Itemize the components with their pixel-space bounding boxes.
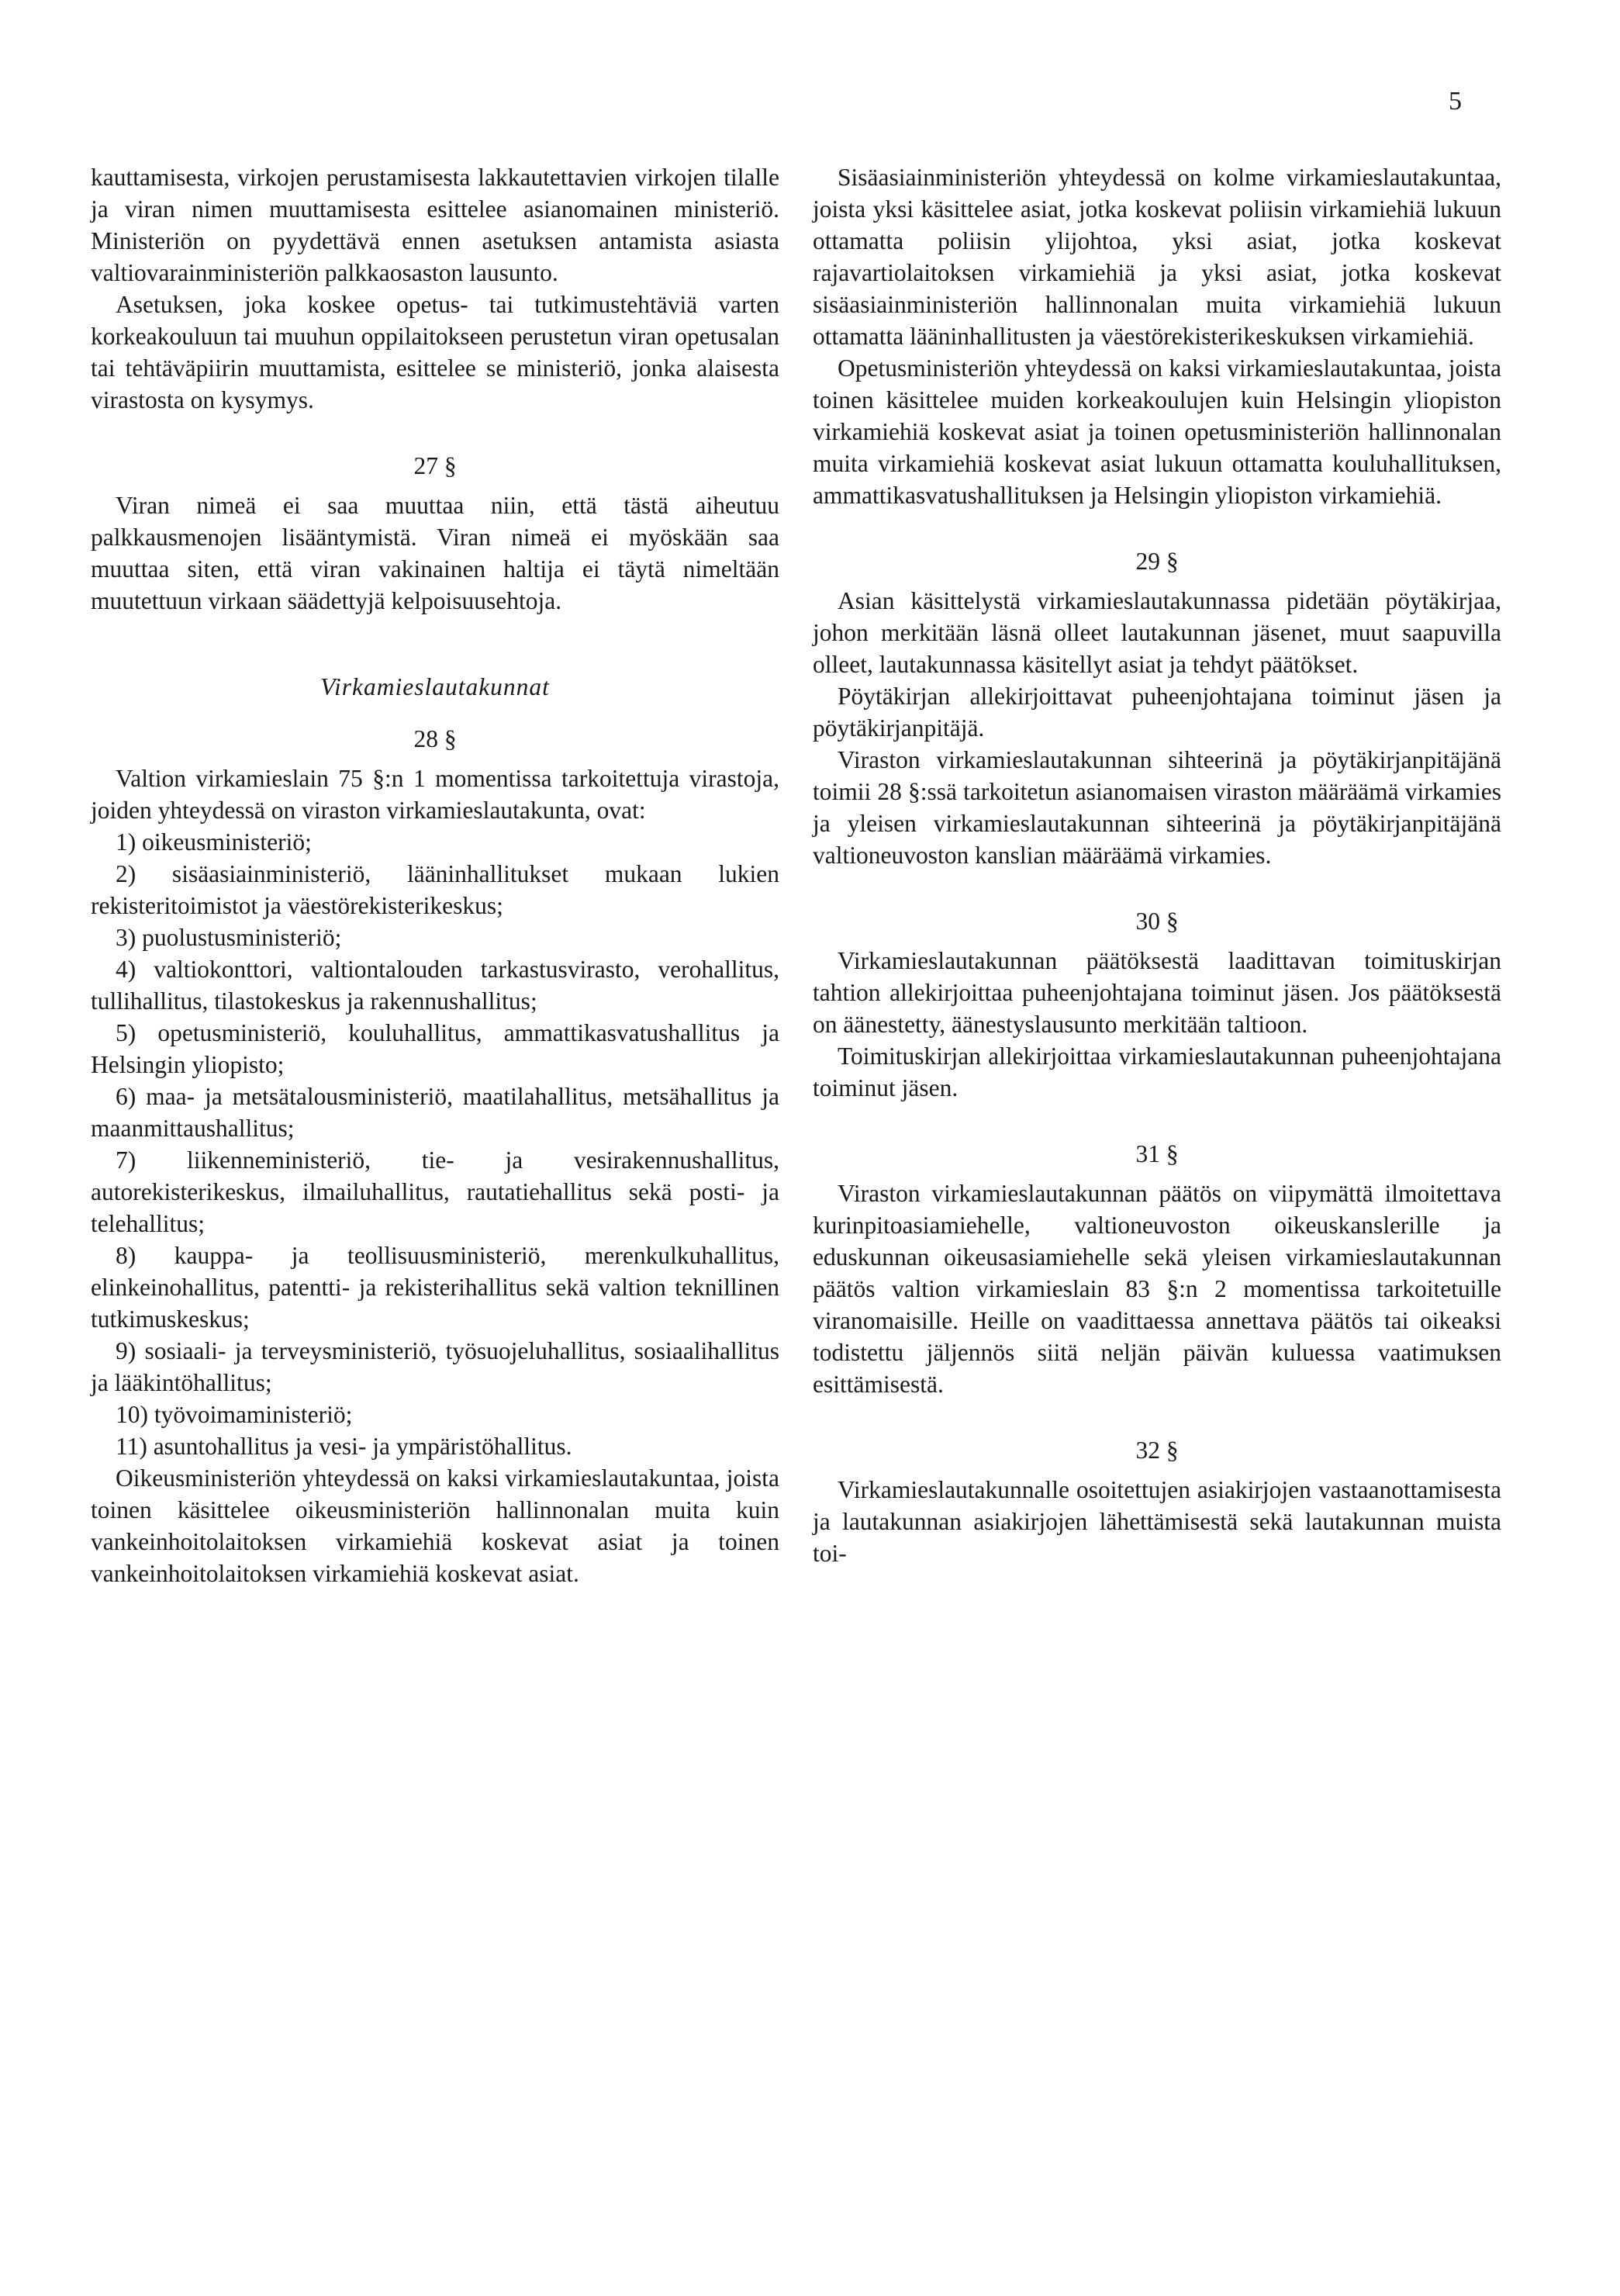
list-item: 2) sisäasiainministeriö, lääninhallitukset mukaan lukien rekisteritoimistot ja väestörekisterikeskus; bbox=[91, 860, 779, 919]
section-heading-30: 30 § bbox=[1135, 908, 1179, 935]
paragraph: Pöytäkirjan allekirjoittavat puheenjohtajana toiminut jäsen ja pöytäkirjanpitäjä. bbox=[813, 683, 1501, 742]
list-item: 11) asuntohallitus ja vesi- ja ympäristöhallitus. bbox=[116, 1433, 572, 1460]
section-heading-28: 28 § bbox=[413, 725, 457, 752]
paragraph: Virkamieslautakunnalle osoitettujen asiakirjojen vastaanottamisesta ja lautakunnan asiakirjojen lähettämisestä sekä lautakunnan muista toi- bbox=[813, 1476, 1501, 1567]
page-number: 5 bbox=[1449, 87, 1462, 116]
left-column bbox=[91, 161, 779, 1589]
paragraph: Toimituskirjan allekirjoittaa virkamieslautakunnan puheenjohtajana toiminut jäsen. bbox=[813, 1043, 1501, 1101]
paragraph: Viraston virkamieslautakunnan päätös on viipymättä ilmoitettava kurinpitoasiamiehelle, valtioneuvoston oikeuskanslerille ja eduskunnan oikeusasiamiehelle sekä yleisen virkamieslautakunnan päätös valtion virkamieslain 83 §:n 2 momentissa tarkoitetuille viranomaisille. Heille on vaadittaessa annettava päätös tai oikeaksi todistettu jäljennös siitä neljän päivän kuluessa vaatimuksen esittämisestä. bbox=[813, 1180, 1501, 1398]
section-heading-32: 32 § bbox=[1135, 1437, 1179, 1464]
right-column bbox=[813, 161, 1501, 1569]
section-heading-31: 31 § bbox=[1135, 1140, 1179, 1167]
paragraph: Oikeusministeriön yhteydessä on kaksi virkamieslautakuntaa, joista toinen käsittelee oikeusministeriön hallinnonalan muita kuin vankeinhoitolaitoksen virkamiehiä koskevat asiat ja toinen vankeinhoitolaitoksen virkamiehiä koskevat asiat. bbox=[91, 1464, 779, 1587]
paragraph: Valtion virkamieslain 75 §:n 1 momentissa tarkoitettuja virastoja, joiden yhteydessä on viraston virkamieslautakunta, ovat: bbox=[91, 765, 779, 824]
paragraph: Sisäasiainministeriön yhteydessä on kolme virkamieslautakuntaa, joista yksi käsittelee asiat, jotka koskevat poliisin virkamiehiä lukuun ottamatta poliisin ylijohtoa, yksi asiat, jotka koskevat rajavartiolaitoksen virkamiehiä ja yksi asiat, jotka koskevat sisäasiainministeriön hallinnonalan muita virkamiehiä lukuun ottamatta lääninhallitusten ja väestörekisterikeskuksen virkamiehiä. bbox=[813, 164, 1501, 350]
section-heading-27: 27 § bbox=[413, 452, 457, 479]
list-item: 9) sosiaali- ja terveysministeriö, työsuojeluhallitus, sosiaalihallitus ja lääkintöhallitus; bbox=[91, 1337, 779, 1396]
paragraph: Asian käsittelystä virkamieslautakunnassa pidetään pöytäkirjaa, johon merkitään läsnä olleet lautakunnan jäsenet, muut saapuvilla olleet, lautakunnassa käsitellyt asiat ja tehdyt päätökset. bbox=[813, 587, 1501, 678]
paragraph: Viraston virkamieslautakunnan sihteerinä ja pöytäkirjanpitäjänä toimii 28 §:ssä tarkoitetun asianomaisen viraston määräämä virkamies ja yleisen virkamieslautakunnan sihteerinä ja pöytäkirjanpitäjänä valtioneuvoston kanslian määräämä virkamies. bbox=[813, 746, 1501, 869]
list-item: 8) kauppa- ja teollisuusministeriö, merenkulkuhallitus, elinkeinohallitus, patentti- ja rekisterihallitus sekä valtion teknillinen tutkimuskeskus; bbox=[91, 1242, 779, 1333]
section-heading-29: 29 § bbox=[1135, 548, 1179, 575]
list-item: 4) valtiokonttori, valtiontalouden tarkastusvirasto, verohallitus, tullihallitus, tilastokeskus ja rakennushallitus; bbox=[91, 956, 779, 1015]
list-item: 7) liikenneministeriö, tie- ja vesirakennushallitus, autorekisterikeskus, ilmailuhallitus, rautatiehallitus sekä posti- ja telehallitus; bbox=[91, 1146, 779, 1237]
list-item: 1) oikeusministeriö; bbox=[116, 828, 312, 856]
list-item: 10) työvoimaministeriö; bbox=[116, 1401, 353, 1428]
paragraph: kauttamisesta, virkojen perustamisesta lakkautettavien virkojen tilalle ja viran nimen muuttamisesta esittelee asianomainen ministeriö. Ministeriön on pyydettävä ennen asetuksen antamista asiasta valtiovarainministeriön palkkaosaston lausunto. bbox=[91, 164, 779, 286]
list-item: 3) puolustusministeriö; bbox=[116, 924, 342, 951]
chapter-heading: Virkamieslautakunnat bbox=[320, 673, 550, 700]
list-item: 5) opetusministeriö, kouluhallitus, ammattikasvatushallitus ja Helsingin yliopisto; bbox=[91, 1019, 779, 1078]
paragraph: Asetuksen, joka koskee opetus- tai tutkimustehtäviä varten korkeakouluun tai muuhun oppilaitokseen perustetun viran opetusalan tai tehtäväpiirin muuttamista, esittelee se ministeriö, jonka alaisesta virastosta on kysymys. bbox=[91, 291, 779, 413]
paragraph: Viran nimeä ei saa muuttaa niin, että tästä aiheutuu palkkausmenojen lisääntymistä. Viran nimeä ei myöskään saa muuttaa siten, että viran vakinainen haltija ei täytä nimeltään muutettuun virkaan säädettyjä kelpoisuusehtoja. bbox=[91, 492, 779, 614]
list-item: 6) maa- ja metsätalousministeriö, maatilahallitus, metsähallitus ja maanmittaushallitus; bbox=[91, 1083, 779, 1142]
paragraph: Opetusministeriön yhteydessä on kaksi virkamieslautakuntaa, joista toinen käsittelee muiden korkeakoulujen kuin Helsingin yliopiston virkamiehiä koskevat asiat ja toinen opetusministeriön hallinnonalan muita virkamiehiä koskevat asiat lukuun ottamatta kouluhallituksen, ammattikasvatushallituksen ja Helsingin yliopiston virkamiehiä. bbox=[813, 354, 1501, 509]
paragraph: Virkamieslautakunnan päätöksestä laadittavan toimituskirjan tahtion allekirjoittaa puheenjohtajana toiminut jäsen. Jos päätöksestä on äänestetty, äänestyslausunto merkitään taltioon. bbox=[813, 947, 1501, 1038]
